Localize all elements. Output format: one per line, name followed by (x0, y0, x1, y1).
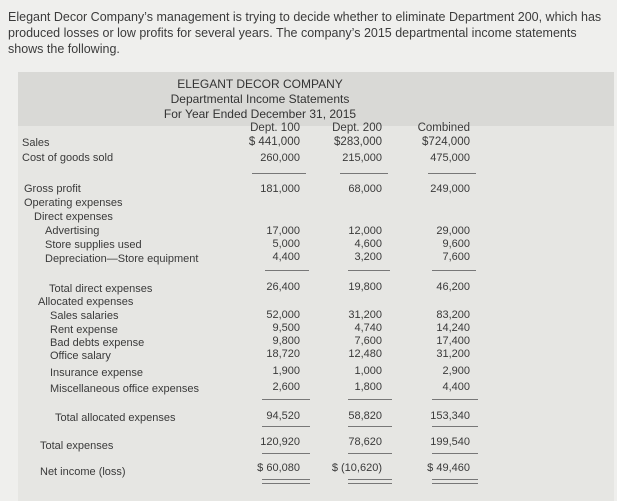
row-label-total-allocated: Total allocated expenses (55, 412, 176, 424)
statement-period: For Year Ended December 31, 2015 (163, 107, 357, 121)
misc-office-dept200: 1,800 (354, 381, 382, 393)
net-income-dept100: $ 60,080 (257, 462, 300, 474)
store-supplies-dept100: 5,000 (272, 238, 300, 250)
total-expenses-dept200: 78,620 (348, 436, 382, 448)
net-rule-3 (432, 453, 478, 454)
net-rule-2 (348, 453, 392, 454)
total-allocated-dept200: 58,820 (348, 410, 382, 422)
sales-salaries-dept200: 31,200 (348, 309, 382, 321)
row-label-insurance: Insurance expense (50, 367, 143, 379)
sales-dept100: $ 441,000 (248, 136, 300, 148)
insurance-combined: 2,900 (442, 365, 470, 377)
rent-combined: 14,240 (436, 322, 470, 334)
row-label-operating-expenses: Operating expenses (24, 197, 123, 209)
gross-profit-combined: 249,000 (430, 183, 470, 195)
sales-dept200: $283,000 (334, 136, 382, 148)
advertising-dept100: 17,000 (266, 225, 300, 237)
column-header-dept-100: Dept. 100 (250, 122, 300, 134)
bad-debts-dept200: 7,600 (354, 335, 382, 347)
cogs-rule-3 (428, 173, 476, 174)
insurance-dept200: 1,000 (354, 365, 382, 377)
total-direct-dept200: 19,800 (348, 281, 382, 293)
gross-profit-dept200: 68,000 (348, 183, 382, 195)
column-header-combined: Combined (417, 122, 470, 134)
bad-debts-combined: 17,400 (436, 335, 470, 347)
bad-debts-dept100: 9,800 (272, 335, 300, 347)
net-income-combined: $ 49,460 (427, 462, 470, 474)
column-header-dept-200: Dept. 200 (332, 122, 382, 134)
gross-profit-dept100: 181,000 (260, 183, 300, 195)
direct-rule-1 (265, 270, 309, 271)
allocated-rule-3 (432, 399, 478, 400)
net-double-rule-3 (432, 479, 478, 484)
cogs-rule-2 (340, 173, 388, 174)
office-salary-combined: 31,200 (436, 348, 470, 360)
insurance-dept100: 1,900 (272, 365, 300, 377)
direct-rule-2 (348, 270, 390, 271)
net-double-rule-1 (262, 479, 310, 484)
advertising-dept200: 12,000 (348, 225, 382, 237)
row-label-depreciation: Depreciation—Store equipment (45, 253, 199, 265)
depreciation-dept200: 3,200 (354, 251, 382, 263)
cogs-dept100: 260,000 (260, 152, 300, 164)
row-label-cogs: Cost of goods sold (22, 152, 114, 164)
row-label-store-supplies: Store supplies used (45, 239, 142, 251)
advertising-combined: 29,000 (436, 225, 470, 237)
total-exp-rule-3 (432, 426, 478, 427)
net-income-dept200: $ (10,620) (331, 462, 382, 474)
row-label-net-income: Net income (loss) (40, 466, 126, 478)
row-label-allocated-expenses: Allocated expenses (38, 296, 134, 308)
misc-office-combined: 4,400 (442, 381, 470, 393)
office-salary-dept200: 12,480 (348, 348, 382, 360)
sales-combined: $724,000 (422, 136, 470, 148)
row-label-sales: Sales (22, 137, 50, 149)
total-allocated-dept100: 94,520 (266, 410, 300, 422)
total-expenses-dept100: 120,920 (260, 436, 300, 448)
allocated-rule-2 (348, 399, 392, 400)
row-label-bad-debts: Bad debts expense (50, 337, 145, 349)
misc-office-dept100: 2,600 (272, 381, 300, 393)
cogs-combined: 475,000 (430, 152, 470, 164)
row-label-direct-expenses: Direct expenses (34, 211, 113, 223)
row-label-office-salary: Office salary (50, 350, 111, 362)
rent-dept200: 4,740 (354, 322, 382, 334)
rent-dept100: 9,500 (272, 322, 300, 334)
row-label-rent: Rent expense (50, 324, 118, 336)
net-double-rule-2 (348, 479, 392, 484)
total-expenses-combined: 199,540 (430, 436, 470, 448)
row-label-advertising: Advertising (45, 225, 100, 237)
total-exp-rule-1 (262, 426, 310, 427)
net-rule-1 (262, 453, 310, 454)
store-supplies-combined: 9,600 (442, 238, 470, 250)
direct-rule-3 (432, 270, 476, 271)
row-label-total-expenses: Total expenses (40, 440, 114, 452)
total-exp-rule-2 (348, 426, 392, 427)
cogs-rule-1 (252, 173, 306, 174)
row-label-sales-salaries: Sales salaries (50, 310, 119, 322)
sales-salaries-dept100: 52,000 (266, 309, 300, 321)
office-salary-dept100: 18,720 (266, 348, 300, 360)
row-label-total-direct: Total direct expenses (49, 283, 153, 295)
depreciation-dept100: 4,400 (272, 251, 300, 263)
depreciation-combined: 7,600 (442, 251, 470, 263)
row-label-gross-profit: Gross profit (24, 183, 81, 195)
store-supplies-dept200: 4,600 (354, 238, 382, 250)
total-direct-dept100: 26,400 (266, 281, 300, 293)
cogs-dept200: 215,000 (342, 152, 382, 164)
problem-intro-text: Elegant Decor Company’s management is trying to decide whether to eliminate Department 200, which has produced losses or low profits for several years. The company’s 2015 departmental income statements shows the following. (8, 10, 602, 56)
row-label-misc-office: Miscellaneous office expenses (50, 383, 199, 395)
company-name: ELEGANT DECOR COMPANY (177, 77, 343, 91)
total-direct-combined: 46,200 (436, 281, 470, 293)
allocated-rule-1 (262, 399, 310, 400)
sales-salaries-combined: 83,200 (436, 309, 470, 321)
total-allocated-combined: 153,340 (430, 410, 470, 422)
statement-name: Departmental Income Statements (170, 92, 350, 106)
